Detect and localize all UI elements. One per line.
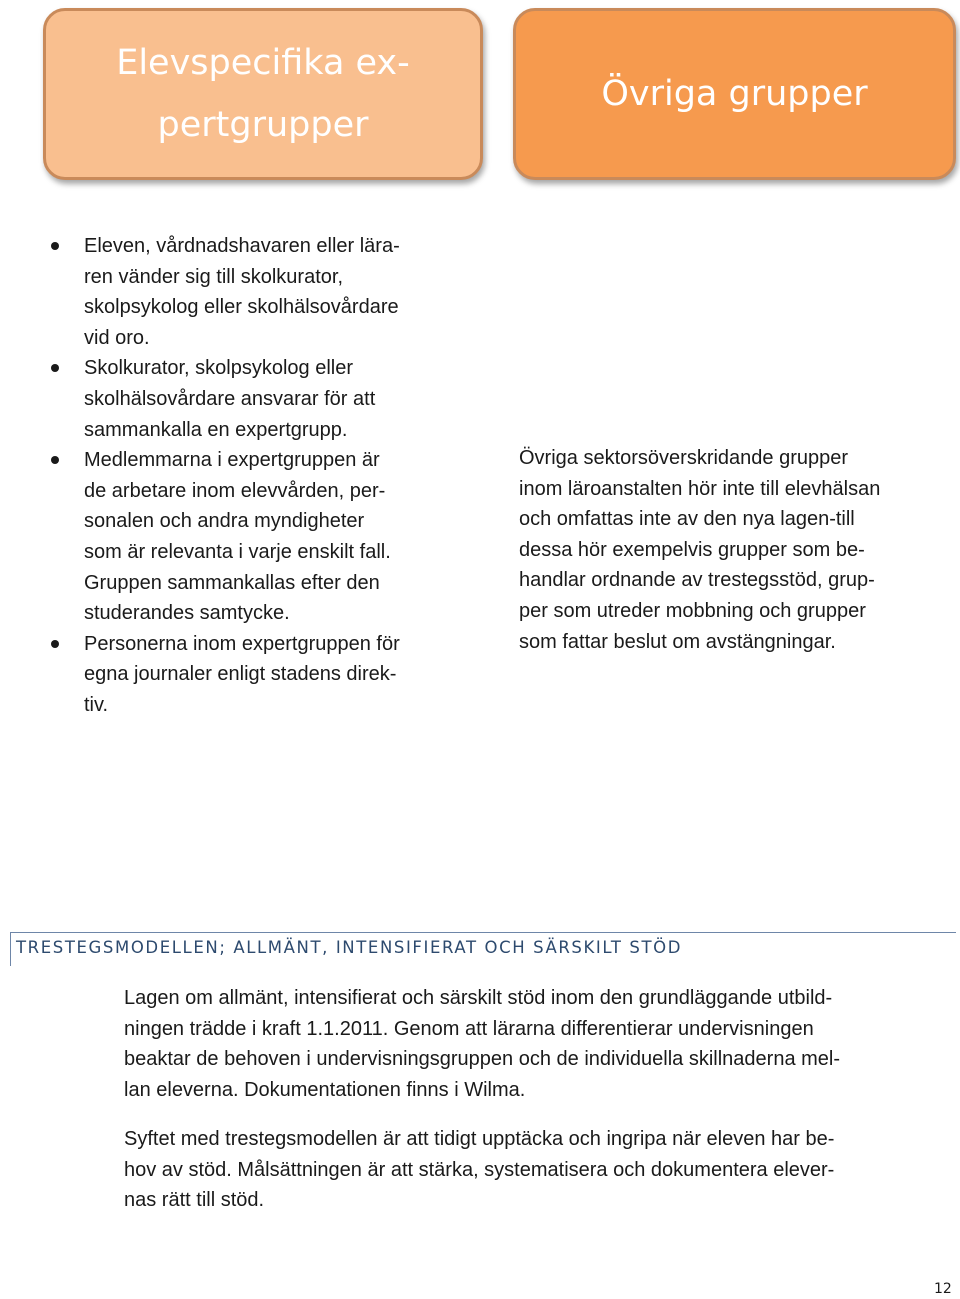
section-divider xyxy=(10,932,956,933)
expert-groups-title-line1: Elevspecifika ex- xyxy=(116,43,410,83)
section-paragraph-2: Syftet med trestegsmodellen är att tidigt upptäcka och ingripa när eleven har be- hov av stöd. Målsättningen är att stärka, systematisera och dokumentera elever- nas rätt till stöd. xyxy=(124,1128,835,1212)
expert-groups-box xyxy=(43,8,483,180)
other-groups-title: Övriga grupper xyxy=(601,74,868,114)
section-heading: TRESTEGSMODELLEN; ALLMÄNT, INTENSIFIERAT OCH SÄRSKILT STÖD xyxy=(16,938,683,957)
bullet-icon xyxy=(51,242,59,250)
list-item xyxy=(50,231,460,353)
expert-groups-list xyxy=(50,231,460,721)
list-item xyxy=(50,445,460,629)
list-item-text: Skolkurator, skolpsykolog eller skolhälsovårdare ansvarar för att sammankalla en expertgrupp. xyxy=(84,357,376,441)
page-number: 12 xyxy=(934,1281,952,1297)
list-item-text: Eleven, vårdnadshavaren eller lära- ren vänder sig till skolkurator, skolpsykolog eller skolhälsovårdare vid oro. xyxy=(84,235,400,349)
list-item-text: Medlemmarna i expertgruppen är de arbetare inom elevvården, per- sonalen och andra myndigheter som är relevanta i varje enskilt fall. Gruppen sammankallas efter den studerandes samtycke. xyxy=(84,449,391,625)
list-item xyxy=(50,353,460,445)
bullet-icon xyxy=(51,364,59,372)
section-divider-left xyxy=(10,932,11,966)
other-groups-description: Övriga sektorsöverskridande grupper inom läroanstalten hör inte till elevhälsan och omfattas inte av den nya lagen-till dessa hör exempelvis grupper som be- handlar ordnande av trestegsstöd, grup- per som utreder mobbning och grupper som fattar beslut om avstängningar. xyxy=(519,447,881,653)
list-item xyxy=(50,629,460,721)
bullet-icon xyxy=(51,640,59,648)
list-item-text: Personerna inom expertgruppen för egna journaler enligt stadens direk- tiv. xyxy=(84,632,400,716)
bullet-icon xyxy=(51,456,59,464)
expert-groups-title-line2: pertgrupper xyxy=(157,105,369,145)
section-paragraph-1: Lagen om allmänt, intensifierat och särskilt stöd inom den grundläggande utbild- ningen trädde i kraft 1.1.2011. Genom att lärarna differentierar undervisningen beaktar de behoven i undervisningsgruppen och de individuella skillnaderna mel- lan eleverna. Dokumentationen finns i Wilma. xyxy=(124,987,841,1101)
other-groups-box xyxy=(513,8,956,180)
